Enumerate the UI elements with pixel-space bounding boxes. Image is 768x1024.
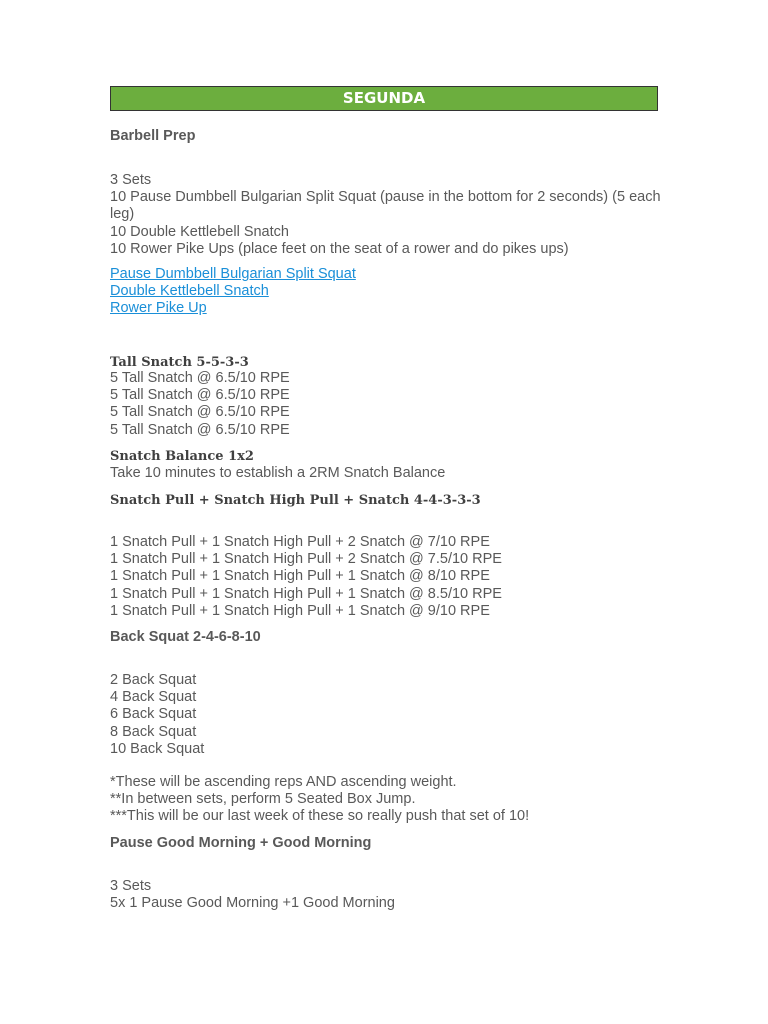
list-item: 5 Tall Snatch @ 6.5/10 RPE — [110, 421, 290, 438]
back-squat-notes — [110, 774, 670, 826]
snatch-balance-heading: Snatch Balance 1x2 — [110, 449, 254, 464]
tall-snatch-list — [110, 370, 670, 439]
list-item: 6 Back Squat — [110, 706, 197, 723]
list-item: 5 Tall Snatch @ 6.5/10 RPE — [110, 404, 290, 421]
good-morning-heading: Pause Good Morning + Good Morning — [110, 835, 372, 851]
list-item: 5 Tall Snatch @ 6.5/10 RPE — [110, 370, 290, 386]
day-banner: SEGUNDA — [110, 86, 658, 111]
barbell-prep-links — [110, 266, 670, 318]
list-item: 8 Back Squat — [110, 723, 197, 740]
list-item: 5x 1 Pause Good Morning +1 Good Morning — [110, 895, 395, 912]
list-item: 5 Tall Snatch @ 6.5/10 RPE — [110, 387, 290, 404]
list-item: 10 Pause Dumbbell Bulgarian Split Squat (pause in the bottom for 2 seconds) (5 each leg) — [110, 189, 661, 223]
note-line: **In between sets, perform 5 Seated Box Jump. — [110, 791, 416, 808]
snatch-complex-list — [110, 534, 670, 620]
list-item: 4 Back Squat — [110, 689, 197, 706]
list-item: 1 Snatch Pull + 1 Snatch High Pull + 2 Snatch @ 7/10 RPE — [110, 534, 490, 550]
list-item: 1 Snatch Pull + 1 Snatch High Pull + 2 Snatch @ 7.5/10 RPE — [110, 551, 502, 568]
tall-snatch-heading: Tall Snatch 5-5-3-3 — [110, 355, 249, 370]
list-item: 1 Snatch Pull + 1 Snatch High Pull + 1 Snatch @ 8.5/10 RPE — [110, 585, 502, 602]
list-item: 3 Sets — [110, 172, 152, 188]
note-line: ***This will be our last week of these so really push that set of 10! — [110, 808, 530, 825]
list-item: 10 Double Kettlebell Snatch — [110, 223, 289, 240]
note-line: *These will be ascending reps AND ascending weight. — [110, 774, 457, 790]
link-double-kettlebell-snatch[interactable]: Double Kettlebell Snatch — [110, 283, 269, 300]
barbell-prep-list — [110, 172, 670, 258]
back-squat-list — [110, 672, 670, 758]
good-morning-list — [110, 878, 670, 912]
barbell-prep-heading: Barbell Prep — [110, 128, 196, 144]
list-item: 2 Back Squat — [110, 672, 197, 688]
list-item: Take 10 minutes to establish a 2RM Snatch Balance — [110, 465, 446, 481]
link-pause-bulgarian-split-squat[interactable]: Pause Dumbbell Bulgarian Split Squat — [110, 266, 356, 282]
list-item: 1 Snatch Pull + 1 Snatch High Pull + 1 Snatch @ 9/10 RPE — [110, 602, 490, 619]
list-item: 10 Rower Pike Ups (place feet on the seat of a rower and do pikes ups) — [110, 240, 569, 257]
snatch-balance-list — [110, 465, 670, 482]
list-item: 1 Snatch Pull + 1 Snatch High Pull + 1 Snatch @ 8/10 RPE — [110, 568, 490, 585]
list-item: 3 Sets — [110, 878, 152, 894]
back-squat-heading: Back Squat 2-4-6-8-10 — [110, 629, 261, 645]
link-rower-pike-up[interactable]: Rower Pike Up — [110, 300, 207, 317]
list-item: 10 Back Squat — [110, 740, 205, 757]
snatch-complex-heading: Snatch Pull + Snatch High Pull + Snatch 4-4-3-3-3 — [110, 493, 481, 508]
